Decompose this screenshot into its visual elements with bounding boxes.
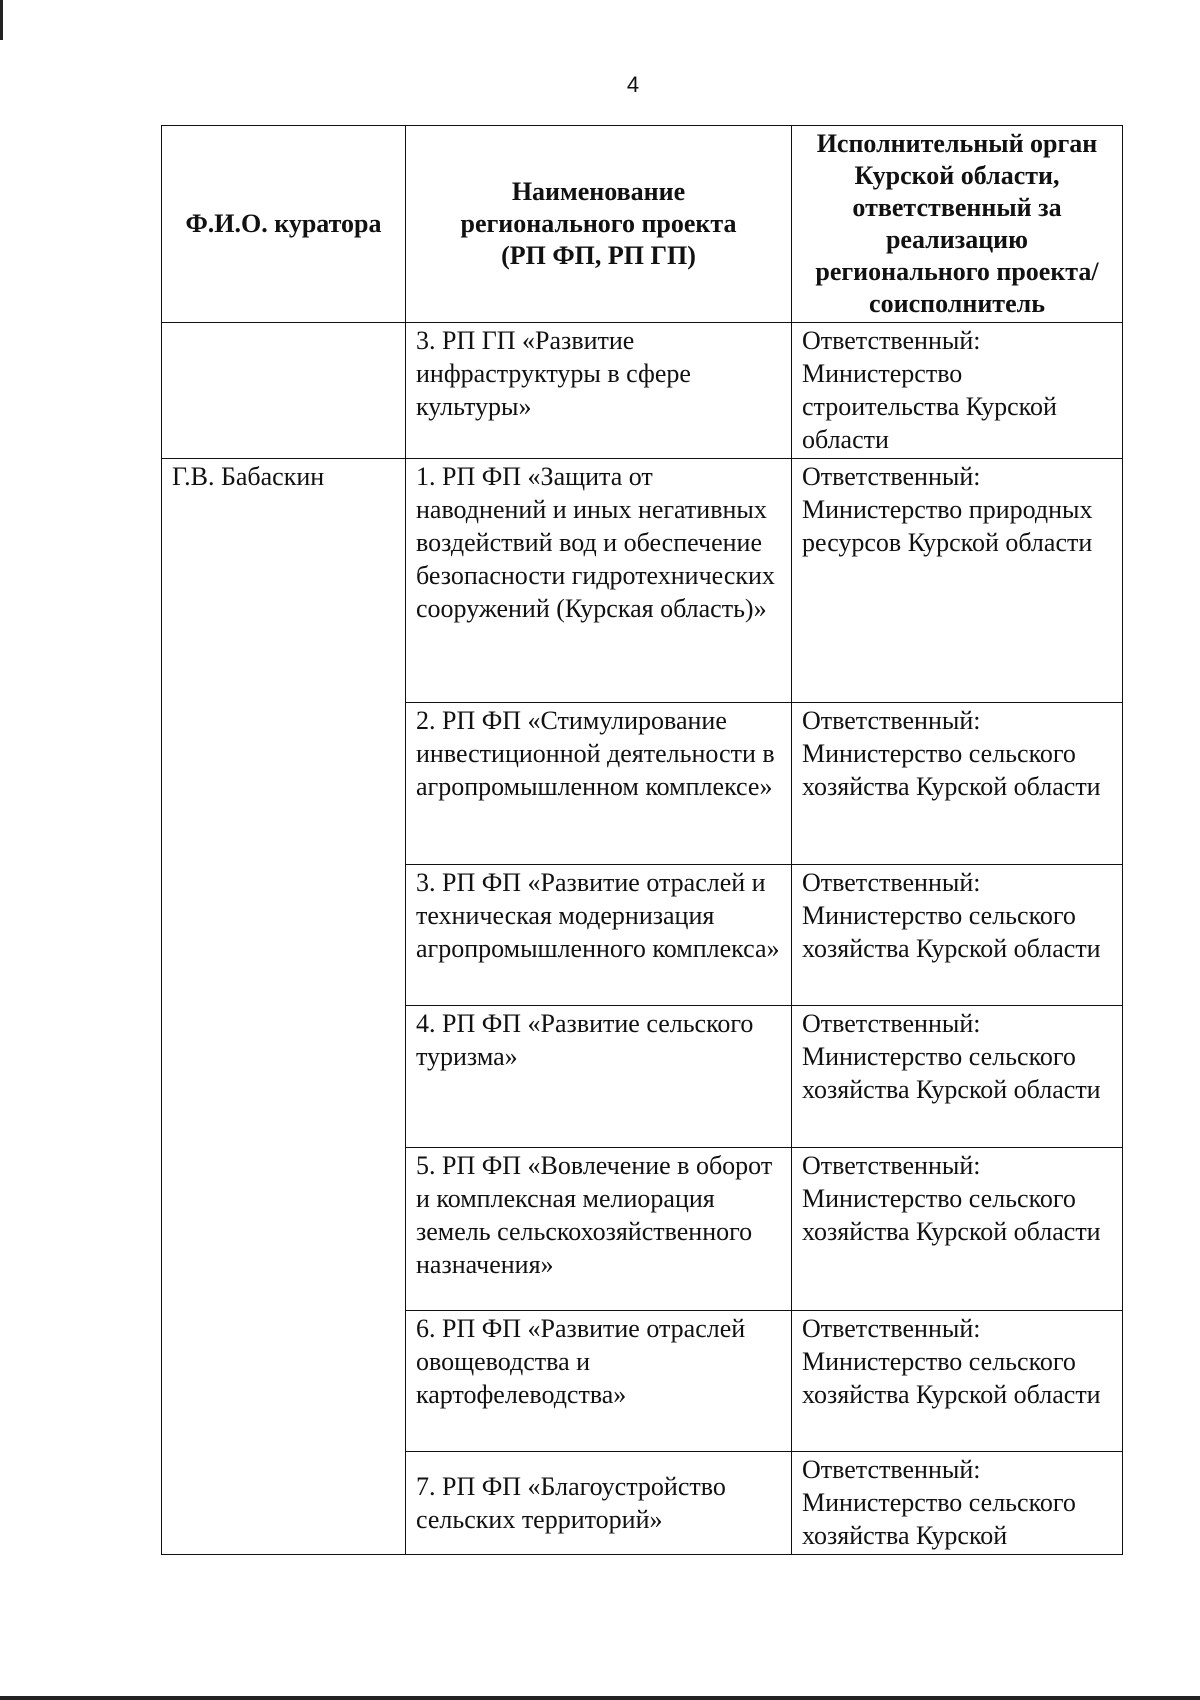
curator-name: Г.В. Бабаскин bbox=[162, 459, 406, 1555]
org-cell: Ответственный: Министерство сельского хозяйства Курской области bbox=[792, 703, 1123, 865]
header-org: Исполнительный орган Курской области, ответственный за реализацию регионального проекта/соисполнитель bbox=[792, 126, 1123, 323]
org-cell: Ответственный: Министерство сельского хозяйства Курской области bbox=[792, 865, 1123, 1006]
org-cell: Ответственный: Министерство природных ресурсов Курской области bbox=[792, 459, 1123, 703]
header-curator: Ф.И.О. куратора bbox=[162, 126, 406, 323]
project-cell: 7. РП ФП «Благоустройство сельских территорий» bbox=[406, 1452, 792, 1555]
page-number: 4 bbox=[626, 72, 640, 97]
scan-edge-left bbox=[0, 0, 3, 40]
project-cell: 4. РП ФП «Развитие сельского туризма» bbox=[406, 1006, 792, 1148]
table-row bbox=[162, 323, 1123, 459]
org-cell: Ответственный: Министерство строительства Курской области bbox=[792, 323, 1123, 459]
curators-table bbox=[161, 125, 1123, 1555]
table-row bbox=[162, 459, 1123, 703]
org-cell: Ответственный: Министерство сельского хозяйства Курской области bbox=[792, 1006, 1123, 1148]
scan-edge-bottom bbox=[0, 1696, 1200, 1700]
curator-cell-empty bbox=[162, 323, 406, 459]
project-cell: 2. РП ФП «Стимулирование инвестиционной деятельности в агропромышленном комплексе» bbox=[406, 703, 792, 865]
project-cell: 3. РП ГП «Развитие инфраструктуры в сфере культуры» bbox=[406, 323, 792, 459]
table-header-row bbox=[162, 126, 1123, 323]
project-cell: 5. РП ФП «Вовлечение в оборот и комплексная мелиорация земель сельскохозяйственного назначения» bbox=[406, 1148, 792, 1311]
org-cell: Ответственный: Министерство сельского хозяйства Курской области bbox=[792, 1311, 1123, 1452]
header-project: Наименование регионального проекта (РП ФП, РП ГП) bbox=[406, 126, 792, 323]
org-cell: Ответственный: Министерство сельского хозяйства Курской bbox=[792, 1452, 1123, 1555]
org-cell: Ответственный: Министерство сельского хозяйства Курской области bbox=[792, 1148, 1123, 1311]
project-cell: 1. РП ФП «Защита от наводнений и иных негативных воздействий вод и обеспечение безопасности гидротехнических сооружений (Курская область)» bbox=[406, 459, 792, 703]
project-cell: 3. РП ФП «Развитие отраслей и техническая модернизация агропромышленного комплекса» bbox=[406, 865, 792, 1006]
project-cell: 6. РП ФП «Развитие отраслей овощеводства и картофелеводства» bbox=[406, 1311, 792, 1452]
